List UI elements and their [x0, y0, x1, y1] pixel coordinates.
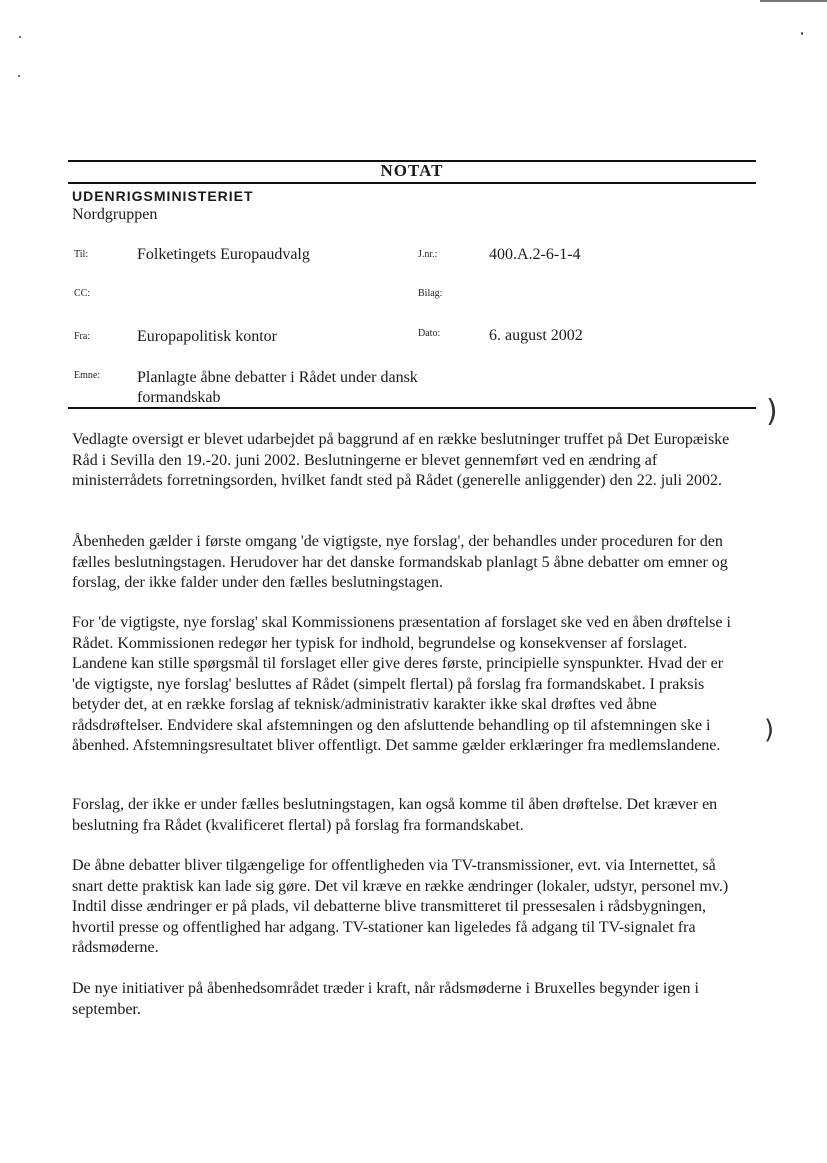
body-paragraph: De åbne debatter bliver tilgængelige for offentligheden via TV-transmissioner, evt. via Internettet, så snart dette praktisk kan lade sig gøre. Det vil kræve en række ændringer (lokaler, udstyr, personel mv.) Indtil disse ændringer er på plads, vil debatterne blive transmitteret til pressesalen i rådsbygningen, hvortil presse og offentlighed har adgang. TV-stationer kan ligeledes få adgang til TV-signalet fra rådsmøderne. [72, 857, 729, 956]
document-title: NOTAT [380, 161, 444, 180]
header-divider-rule [68, 182, 756, 184]
scan-mark: ) [764, 715, 775, 745]
emne-label: Emne: [74, 370, 101, 381]
til-label: Til: [74, 249, 89, 260]
scan-artifact-line [760, 0, 827, 2]
dato-label: Dato: [418, 328, 441, 339]
fra-value: Europapolitisk kontor [137, 328, 277, 345]
body-paragraph: De nye initiativer på åbenhedsområdet træder i kraft, når rådsmøderne i Bruxelles begynder igen i september. [72, 980, 699, 1018]
scan-speck [18, 75, 20, 77]
scan-speck [19, 36, 21, 38]
body-paragraph: Vedlagte oversigt er blevet udarbejdet på baggrund af en række beslutninger truffet på Det Europæiske Råd i Sevilla den 19.-20. juni 2002. Beslutningerne er blevet gennemført ved en ændring af ministerrådets forretningsorden, hvilket fandt sted på Rådet (generelle anliggender) den 22. juli 2002. [72, 431, 730, 489]
fra-label: Fra: [74, 331, 91, 342]
body-paragraph: Forslag, der ikke er under fælles beslutningstagen, kan også komme til åben drøftelse. Det kræver en beslutning fra Rådet (kvalificeret flertal) på forslag fra formandskabet. [72, 796, 718, 834]
ministry-name: UDENRIGSMINISTERIET [72, 188, 254, 204]
emne-value: Planlagte åbne debatter i Rådet under dansk formandskab [137, 369, 418, 406]
header-bottom-rule [68, 407, 756, 409]
bilag-label: Bilag: [418, 288, 443, 299]
scan-speck [801, 32, 803, 35]
department-name: Nordgruppen [72, 206, 158, 223]
scan-mark: ) [766, 394, 778, 429]
til-value: Folketingets Europaudvalg [137, 246, 310, 263]
jnr-value: 400.A.2-6-1-4 [489, 246, 581, 263]
body-paragraph: Åbenheden gælder i første omgang 'de vigtigste, nye forslag', der behandles under proceduren for den fælles beslutningstagen. Herudover har det danske formandskab planlagt 5 åbne debatter om emner og forslag, der ikke falder under den fælles beslutningstagen. [72, 533, 728, 591]
body-paragraph: For 'de vigtigste, nye forslag' skal Kommissionens præsentation af forslaget ske ved en åben drøftelse i Rådet. Kommissionen redegør her typisk for indhold, begrundelse og konsekvenser af forslaget. Landene kan stille spørgsmål til forslaget eller give deres første, principielle synspunkter. Hvad der er 'de vigtigste, nye forslag' besluttes af Rådet (simpelt flertal) på forslag fra formandskabet. I praksis betyder det, at en række forslag af teknisk/administrativ karakter ikke skal drøftes ved åbne rådsdrøftelser. Endvidere skal afstemningen og den afsluttende behandling op til afstemningen ske i åbenhed. Afstemningsresultatet bliver offentligt. Det samme gælder erklæringer fra medlemslandene. [72, 614, 731, 754]
cc-label: CC: [74, 288, 91, 299]
jnr-label: J.nr.: [418, 249, 438, 260]
dato-value: 6. august 2002 [489, 327, 583, 344]
